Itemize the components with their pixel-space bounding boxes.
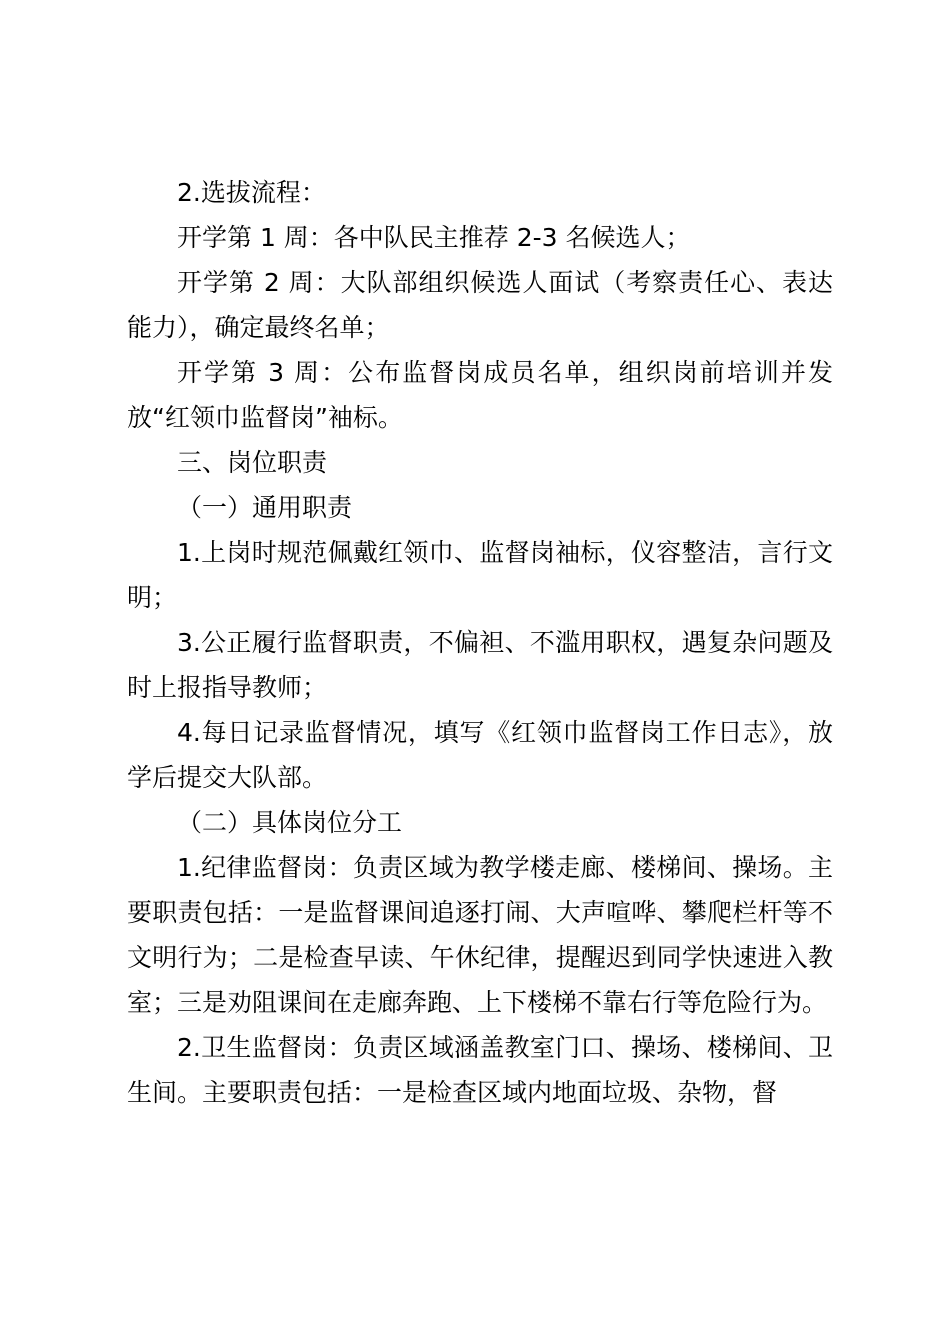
paragraph-week-2: 开学第 2 周：大队部组织候选人面试（考察责任心、表达能力），确定最终名单；	[127, 268, 833, 342]
paragraph-week-3: 开学第 3 周：公布监督岗成员名单，组织岗前培训并发放“红领巾监督岗”袖标。	[127, 358, 833, 432]
paragraph-general-duty-4: 4.每日记录监督情况，填写《红领巾监督岗工作日志》，放学后提交大队部。	[127, 718, 833, 792]
paragraph-general-duty-1: 1.上岗时规范佩戴红领巾、监督岗袖标，仪容整洁，言行文明；	[127, 538, 833, 612]
paragraph-week-1: 开学第 1 周：各中队民主推荐 2-3 名候选人；	[177, 223, 691, 252]
subsection-heading-general-duties: （一）通用职责	[177, 493, 353, 522]
document-body	[127, 170, 833, 1115]
subsection-heading-specific-posts: （二）具体岗位分工	[177, 808, 403, 837]
section-heading-duties: 三、岗位职责	[177, 448, 328, 477]
paragraph-general-duty-3: 3.公正履行监督职责，不偏袒、不滥用职权，遇复杂问题及时上报指导教师；	[127, 628, 833, 702]
paragraph-hygiene-post: 2.卫生监督岗：负责区域涵盖教室门口、操场、楼梯间、卫生间。主要职责包括：一是检查区域内地面垃圾、杂物，督	[127, 1033, 833, 1107]
paragraph-discipline-post: 1.纪律监督岗：负责区域为教学楼走廊、楼梯间、操场。主要职责包括：一是监督课间追逐打闹、大声喧哗、攀爬栏杆等不文明行为；二是检查早读、午休纪律，提醒迟到同学快速进入教室；三是劝阻课间在走廊奔跑、上下楼梯不靠右行等危险行为。	[127, 853, 833, 1017]
paragraph-selection-process-heading: 2.选拔流程：	[177, 178, 326, 207]
